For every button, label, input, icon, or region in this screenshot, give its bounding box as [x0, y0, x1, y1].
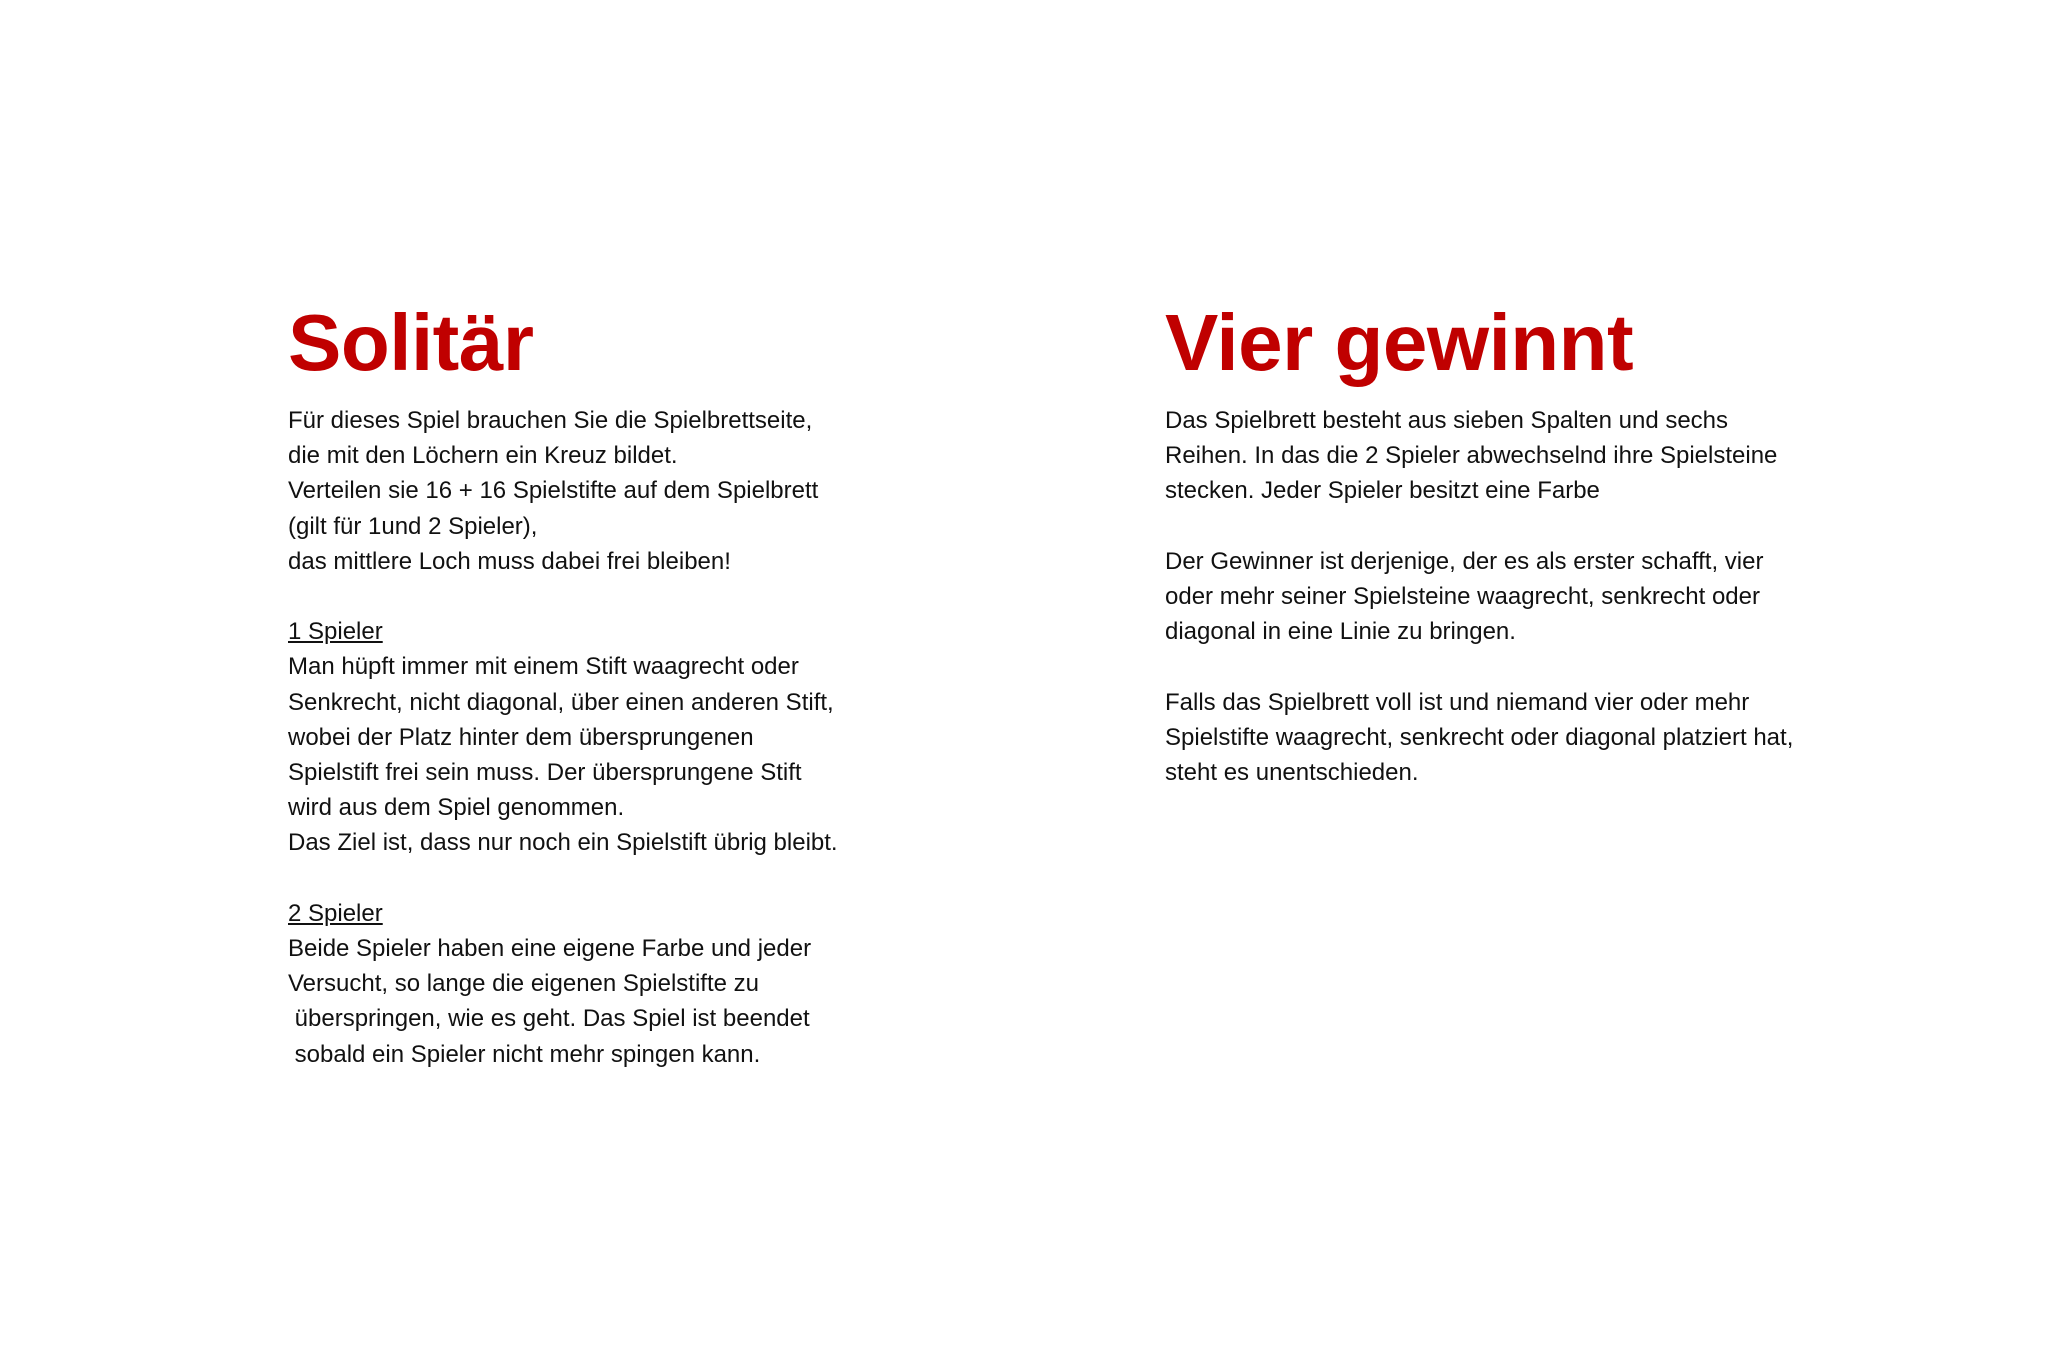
two-players-line: sobald ein Spieler nicht mehr spingen kann. — [288, 1040, 761, 1068]
vier-gewinnt-line: diagonal in eine Linie zu bringen. — [1165, 618, 1516, 646]
solitaer-intro-line: Verteilen sie 16 + 16 Spielstifte auf dem Spielbrett — [288, 477, 819, 505]
one-player-line: wird aus dem Spiel genommen. — [288, 794, 625, 822]
vier-gewinnt-line: stecken. Jeder Spieler besitzt eine Farbe — [1165, 477, 1600, 505]
one-player-line: Senkrecht, nicht diagonal, über einen anderen Stift, — [288, 688, 834, 716]
solitaer-intro-line: die mit den Löchern ein Kreuz bildet. — [288, 442, 678, 470]
solitaer-intro-line: das mittlere Loch muss dabei frei bleiben! — [288, 547, 731, 575]
solitaer-intro-line: (gilt für 1und 2 Spieler), — [288, 512, 538, 540]
blank-line — [288, 579, 888, 614]
one-player-line: Man hüpft immer mit einem Stift waagrecht oder — [288, 653, 799, 681]
two-players-line: überspringen, wie es geht. Das Spiel ist beendet — [288, 1005, 810, 1033]
vier-gewinnt-line: steht es unentschieden. — [1165, 759, 1419, 786]
vier-gewinnt-title: Vier gewinnt — [1165, 298, 1634, 387]
vier-gewinnt-line: Falls das Spielbrett voll ist und niemand vier oder mehr — [1165, 688, 1750, 716]
one-player-line: Das Ziel ist, dass nur noch ein Spielstift übrig bleibt. — [288, 829, 838, 857]
blank-line — [1165, 649, 1865, 684]
vier-gewinnt-body — [1165, 403, 1865, 790]
vier-gewinnt-line: oder mehr seiner Spielsteine waagrecht, senkrecht oder — [1165, 583, 1760, 610]
two-players-heading: 2 Spieler — [288, 899, 383, 927]
solitaer-intro-line: Für dieses Spiel brauchen Sie die Spielbrettseite, — [288, 407, 813, 434]
solitaer-section — [288, 295, 888, 1088]
one-player-line: Spielstift frei sein muss. Der übersprungene Stift — [288, 759, 802, 787]
vier-gewinnt-line: Reihen. In das die 2 Spieler abwechselnd ihre Spielsteine — [1165, 442, 1778, 470]
vier-gewinnt-section — [1165, 295, 1865, 790]
vier-gewinnt-line: Der Gewinner ist derjenige, der es als erster schafft, vier — [1165, 547, 1764, 575]
vier-gewinnt-line: Spielstifte waagrecht, senkrecht oder diagonal platziert hat, — [1165, 723, 1794, 751]
one-player-heading: 1 Spieler — [288, 618, 383, 646]
vier-gewinnt-line: Das Spielbrett besteht aus sieben Spalten und sechs — [1165, 407, 1729, 434]
blank-line — [1165, 509, 1865, 544]
one-player-line: wobei der Platz hinter dem übersprungenen — [288, 723, 754, 751]
two-players-line: Beide Spieler haben eine eigene Farbe und jeder — [288, 935, 812, 963]
two-players-line: Versucht, so lange die eigenen Spielstifte zu — [288, 970, 759, 998]
solitaer-body — [288, 403, 888, 1088]
blank-line — [288, 861, 888, 896]
solitaer-title: Solitär — [288, 298, 534, 387]
